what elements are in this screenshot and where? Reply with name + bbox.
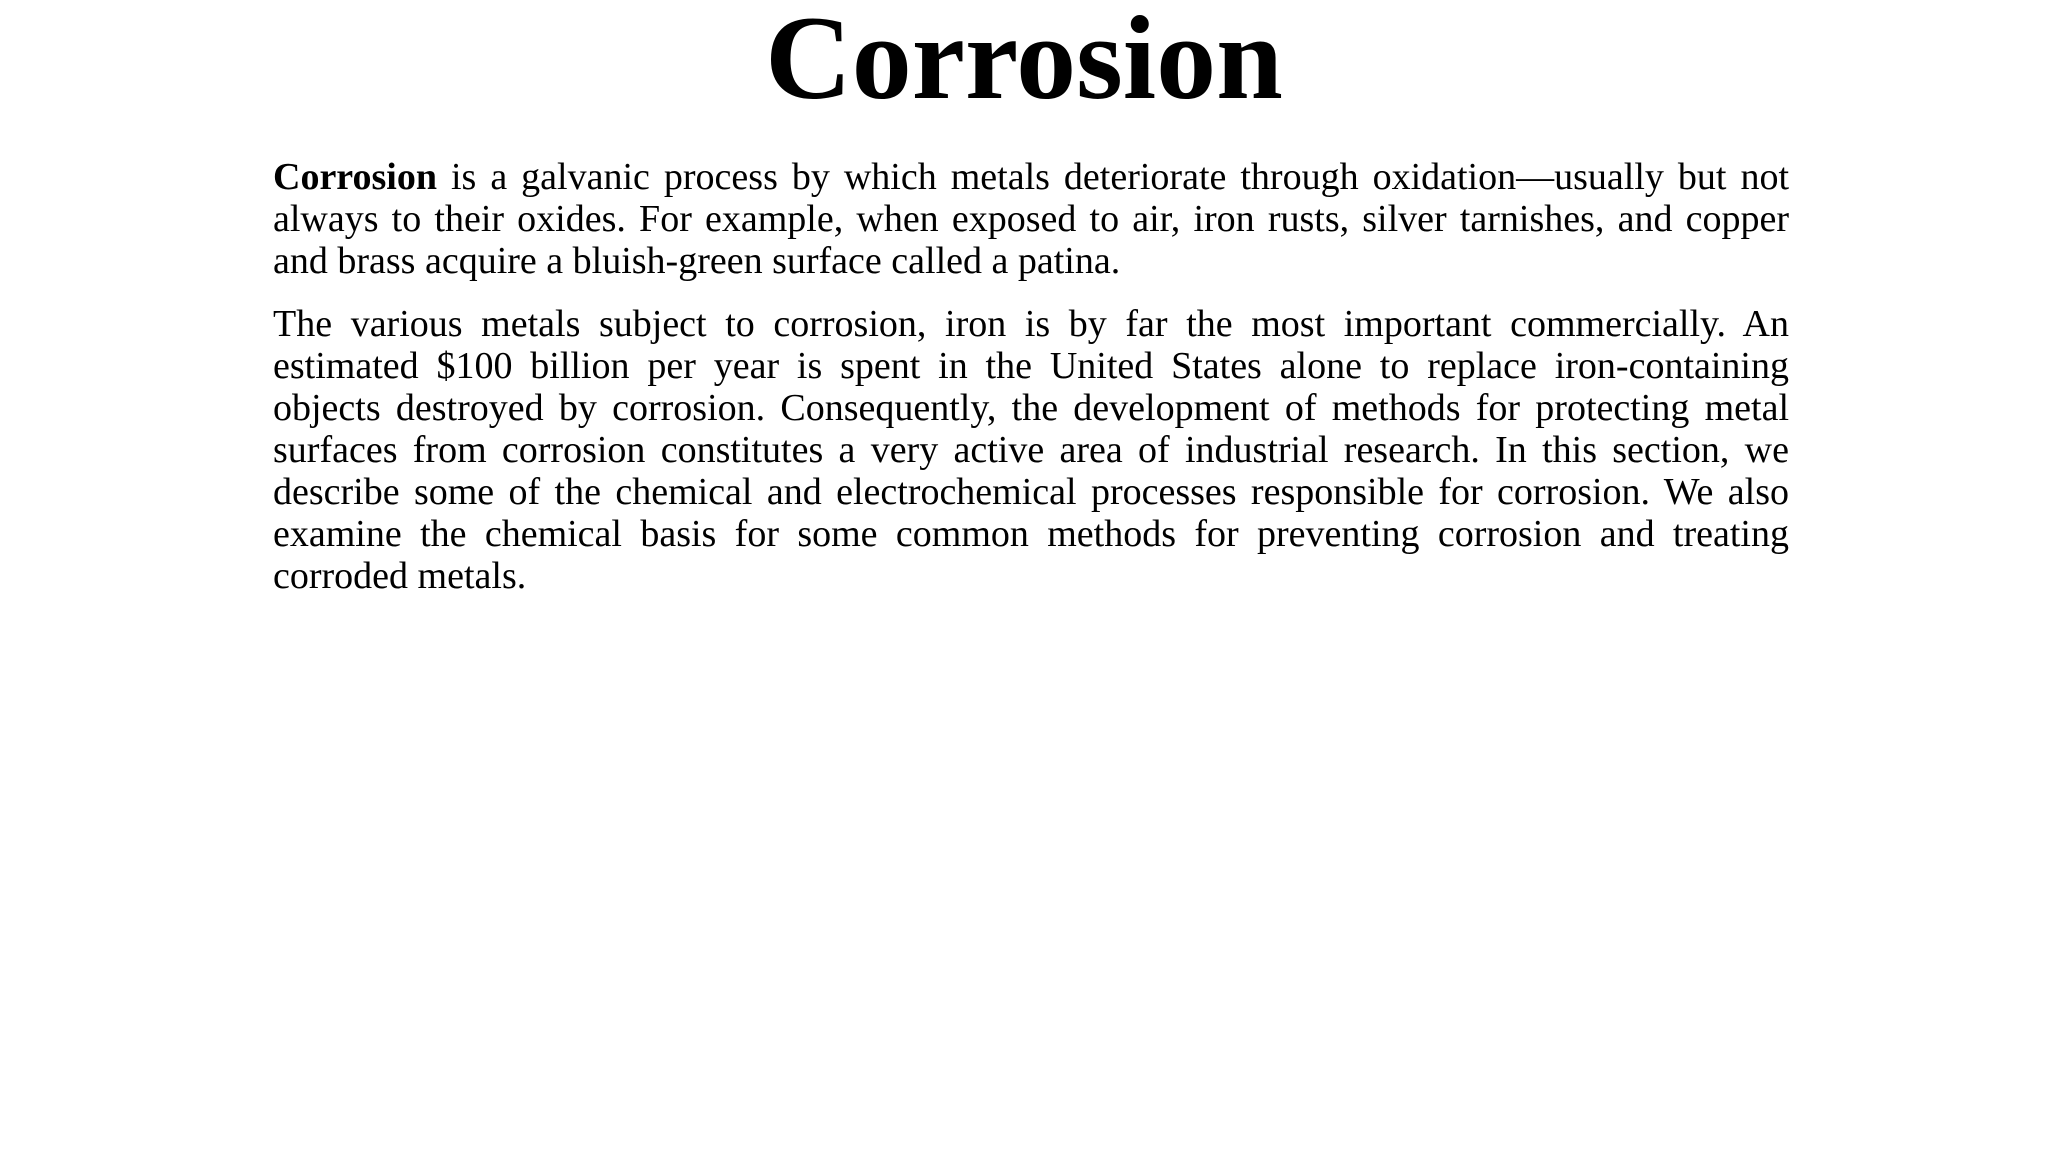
paragraph-cost bbox=[273, 303, 1789, 597]
lead-term: Corrosion bbox=[273, 156, 437, 198]
page-title: Corrosion bbox=[765, 0, 1283, 124]
article-body bbox=[273, 156, 1789, 618]
paragraph-intro-text: is a galvanic process by which metals deteriorate through oxidation—usually but not always to their oxides. For example, when exposed to air, iron rusts, silver tarnishes, and copper and brass acquire a bluish-green surface called a patina. bbox=[273, 156, 1789, 282]
paragraph-cost-text: The various metals subject to corrosion, iron is by far the most important commercially. An estimated $100 billion per year is spent in the United States alone to replace iron-containing objects destroyed by corrosion. Consequently, the development of methods for protecting metal surfaces from corrosion constitutes a very active area of industrial research. In this section, we describe some of the chemical and electrochemical processes responsible for corrosion. We also examine the chemical basis for some common methods for preventing corrosion and treating corroded metals. bbox=[273, 303, 1789, 597]
paragraph-intro bbox=[273, 156, 1789, 282]
